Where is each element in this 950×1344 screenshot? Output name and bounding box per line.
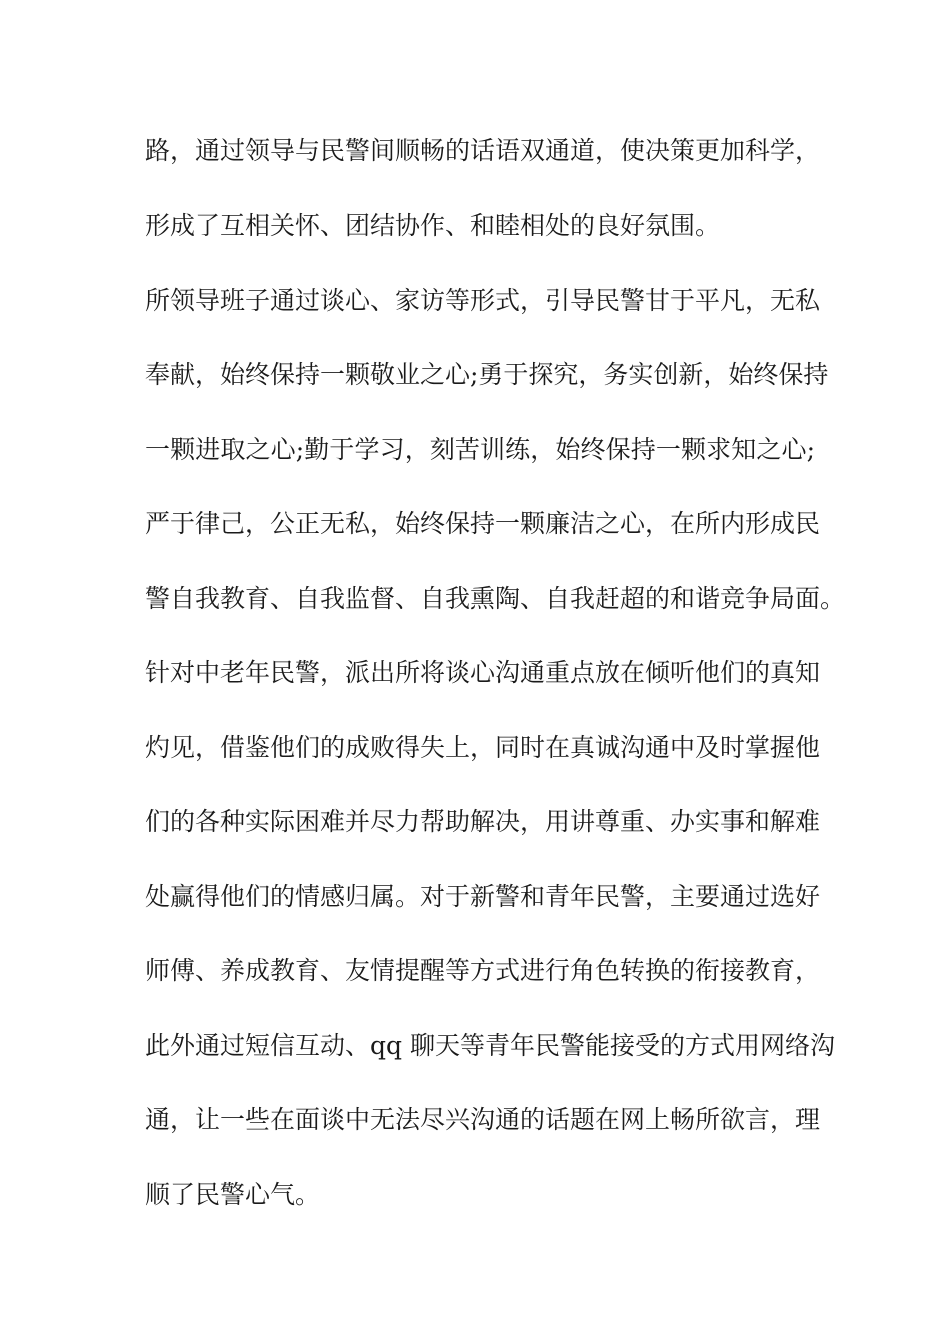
text-line-4: 奉献，始终保持一颗敬业之心;勇于探究，务实创新，始终保持	[145, 360, 829, 389]
text-line-11: 处赢得他们的情感归属。对于新警和青年民警，主要通过选好	[145, 882, 821, 911]
text-line-3: 所领导班子通过谈心、家访等形式，引导民警甘于平凡，无私	[145, 286, 821, 315]
text-line-5: 一颗进取之心;勤于学习，刻苦训练，始终保持一颗求知之心;	[145, 435, 815, 464]
text-line-14: 通，让一些在面谈中无法尽兴沟通的话题在网上畅所欲言，理	[145, 1105, 821, 1134]
text-line-15: 顺了民警心气。	[145, 1180, 321, 1209]
text-line-7: 警自我教育、自我监督、自我熏陶、自我赶超的和谐竞争局面。	[145, 584, 846, 613]
text-line-6: 严于律己，公正无私，始终保持一颗廉洁之心，在所内形成民	[145, 509, 821, 538]
text-line-9: 灼见，借鉴他们的成败得失上，同时在真诚沟通中及时掌握他	[145, 733, 821, 762]
text-line-12: 师傅、养成教育、友情提醒等方式进行角色转换的衔接教育，	[145, 956, 821, 985]
text-line-10: 们的各种实际困难并尽力帮助解决，用讲尊重、办实事和解难	[145, 807, 821, 836]
text-line-8: 针对中老年民警，派出所将谈心沟通重点放在倾听他们的真知	[145, 658, 821, 687]
text-line-2: 形成了互相关怀、团结协作、和睦相处的良好氛围。	[145, 211, 721, 240]
text-line-1: 路，通过领导与民警间顺畅的话语双通道，使决策更加科学，	[145, 136, 821, 165]
text-line-13: 此外通过短信互动、qq 聊天等青年民警能接受的方式用网络沟	[145, 1031, 835, 1060]
